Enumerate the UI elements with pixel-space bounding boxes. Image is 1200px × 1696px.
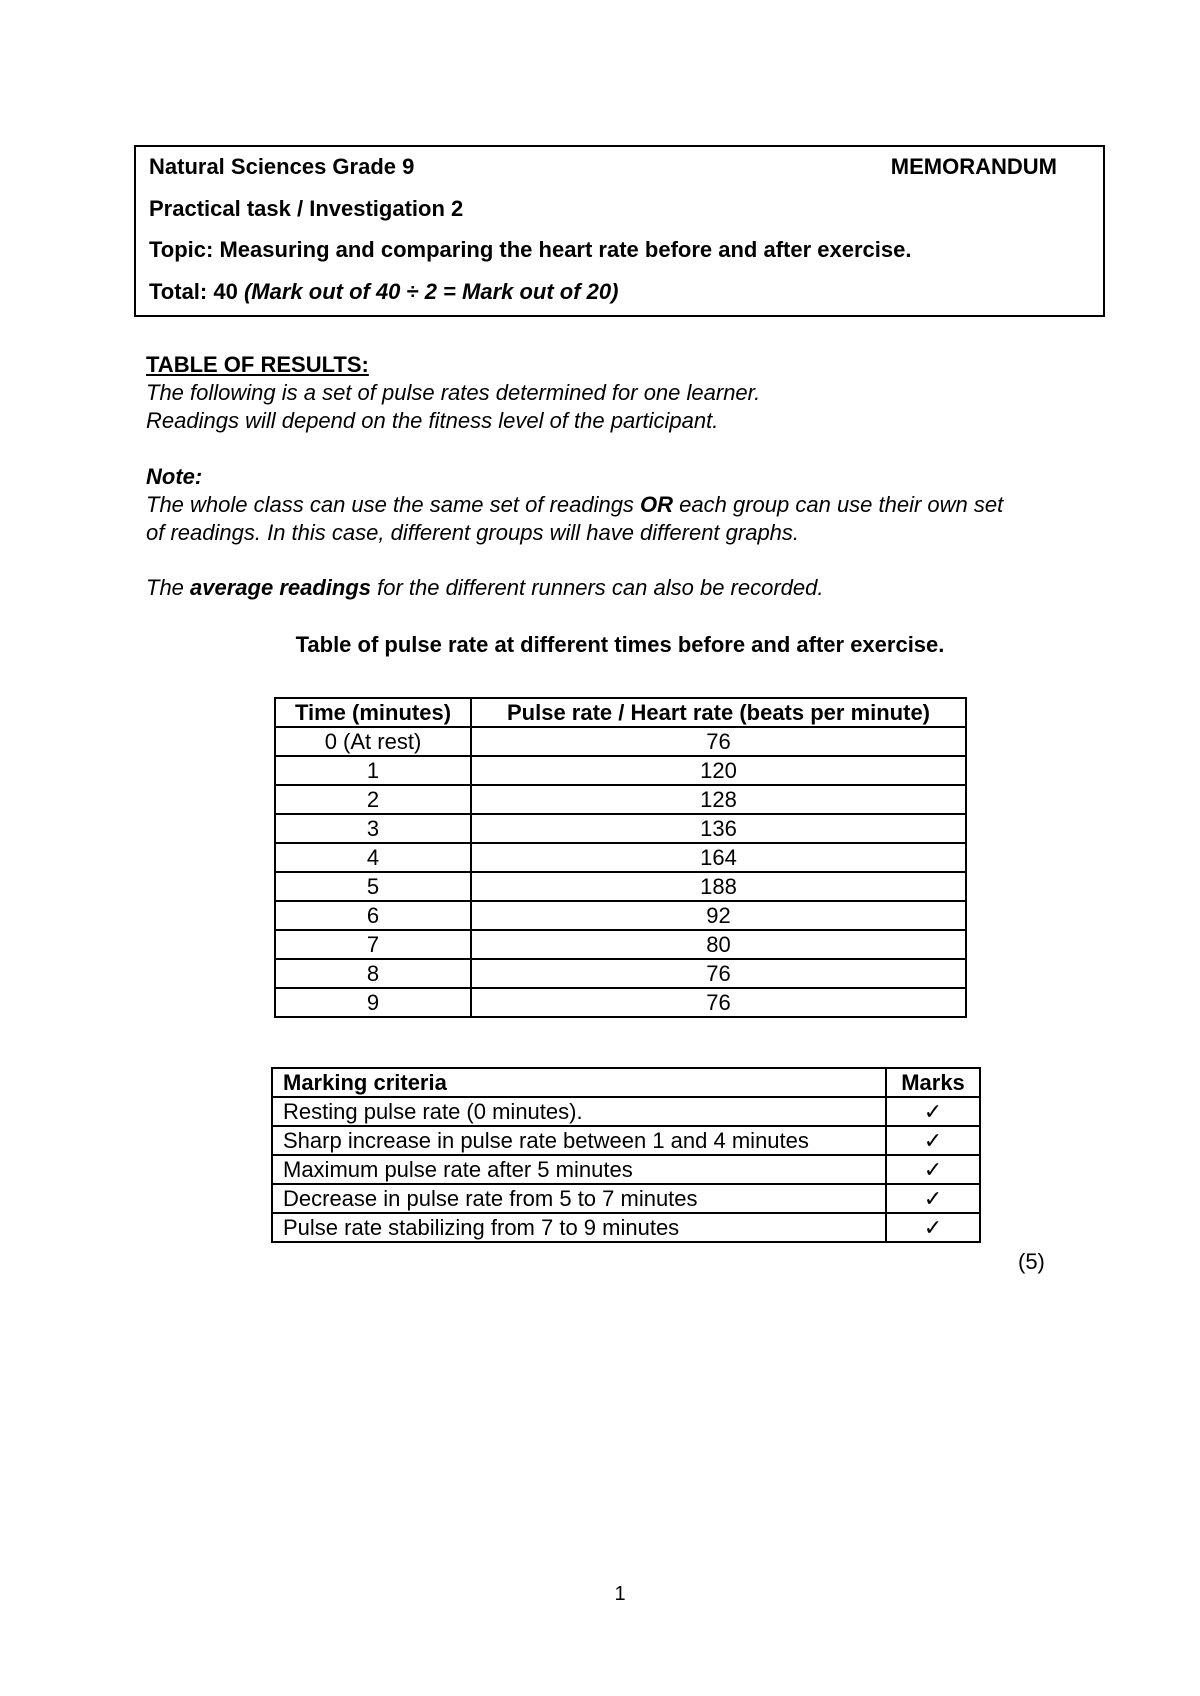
topic-label: Topic: xyxy=(149,237,214,262)
time-cell: 6 xyxy=(275,901,471,930)
pulse-header-rate: Pulse rate / Heart rate (beats per minute) xyxy=(471,698,966,727)
checkmark-icon: ✓ xyxy=(886,1155,980,1184)
criterion-cell: Pulse rate stabilizing from 7 to 9 minutes xyxy=(272,1213,886,1242)
note-line-2: of readings. In this case, different groups will have different graphs. xyxy=(146,520,800,545)
note-heading: Note: xyxy=(146,464,203,489)
page-number: 1 xyxy=(614,1583,626,1605)
checkmark-icon: ✓ xyxy=(886,1097,980,1126)
note-average-line xyxy=(146,574,1003,602)
checkmark-icon: ✓ xyxy=(886,1184,980,1213)
rate-cell: 136 xyxy=(471,814,966,843)
rate-cell: 188 xyxy=(471,872,966,901)
table-row xyxy=(275,727,966,756)
pulse-table-header-row xyxy=(275,698,966,727)
time-cell: 9 xyxy=(275,988,471,1017)
rate-cell: 80 xyxy=(471,930,966,959)
time-cell: 7 xyxy=(275,930,471,959)
table-row xyxy=(275,959,966,988)
avg-bold: average readings xyxy=(190,575,372,600)
total-line xyxy=(149,279,618,305)
time-cell: 5 xyxy=(275,872,471,901)
table-row xyxy=(275,843,966,872)
avg-a: The xyxy=(146,575,191,600)
total-note: (Mark out of 40 ÷ 2 = Mark out of 20) xyxy=(243,279,619,304)
table-row xyxy=(275,988,966,1017)
rate-cell: 92 xyxy=(471,901,966,930)
pulse-table-caption: Table of pulse rate at different times before and after exercise. xyxy=(295,632,945,657)
note-line-1b: each group can use their own set xyxy=(673,492,1004,517)
rate-cell: 76 xyxy=(471,727,966,756)
table-row xyxy=(272,1213,980,1242)
results-line-2: Readings will depend on the fitness level of the participant. xyxy=(146,408,719,433)
table-row xyxy=(272,1126,980,1155)
note-or: OR xyxy=(640,492,674,517)
table-row xyxy=(275,901,966,930)
rate-cell: 76 xyxy=(471,988,966,1017)
results-section xyxy=(146,351,760,435)
table-row xyxy=(272,1097,980,1126)
rate-cell: 128 xyxy=(471,785,966,814)
time-cell: 4 xyxy=(275,843,471,872)
table-row xyxy=(275,872,966,901)
criteria-header-marks: Marks xyxy=(886,1068,980,1097)
table-row xyxy=(275,785,966,814)
subject-title: Natural Sciences Grade 9 xyxy=(149,154,415,179)
time-cell: 0 (At rest) xyxy=(275,727,471,756)
table-row xyxy=(272,1184,980,1213)
note-section xyxy=(146,463,1003,602)
rate-cell: 120 xyxy=(471,756,966,785)
table-row xyxy=(275,756,966,785)
pulse-header-time: Time (minutes) xyxy=(275,698,471,727)
header-box xyxy=(134,145,1105,317)
time-cell: 8 xyxy=(275,959,471,988)
note-line-1a: The whole class can use the same set of readings xyxy=(146,492,641,517)
task-title: Practical task / Investigation 2 xyxy=(149,196,464,221)
criterion-cell: Decrease in pulse rate from 5 to 7 minutes xyxy=(272,1184,886,1213)
criterion-cell: Maximum pulse rate after 5 minutes xyxy=(272,1155,886,1184)
avg-b: for the different runners can also be recorded. xyxy=(371,575,824,600)
results-heading: TABLE OF RESULTS: xyxy=(146,352,369,377)
results-line-1: The following is a set of pulse rates determined for one learner. xyxy=(146,380,761,405)
table-row xyxy=(275,814,966,843)
criteria-header-row xyxy=(272,1068,980,1097)
table-row xyxy=(272,1155,980,1184)
time-cell: 2 xyxy=(275,785,471,814)
checkmark-icon: ✓ xyxy=(886,1213,980,1242)
pulse-rate-table xyxy=(274,697,967,1018)
time-cell: 1 xyxy=(275,756,471,785)
criterion-cell: Sharp increase in pulse rate between 1 and 4 minutes xyxy=(272,1126,886,1155)
table-row xyxy=(275,930,966,959)
topic-text: Measuring and comparing the heart rate before and after exercise. xyxy=(219,237,912,262)
total-label: Total: 40 xyxy=(149,279,238,304)
topic-line xyxy=(149,237,911,263)
memorandum-label: MEMORANDUM xyxy=(890,154,1057,179)
marking-criteria-table xyxy=(271,1067,981,1243)
note-line-1 xyxy=(146,491,1003,519)
checkmark-icon: ✓ xyxy=(886,1126,980,1155)
time-cell: 3 xyxy=(275,814,471,843)
criterion-cell: Resting pulse rate (0 minutes). xyxy=(272,1097,886,1126)
criteria-header-label: Marking criteria xyxy=(272,1068,886,1097)
criteria-total-marks: (5) xyxy=(1018,1249,1045,1274)
rate-cell: 164 xyxy=(471,843,966,872)
rate-cell: 76 xyxy=(471,959,966,988)
